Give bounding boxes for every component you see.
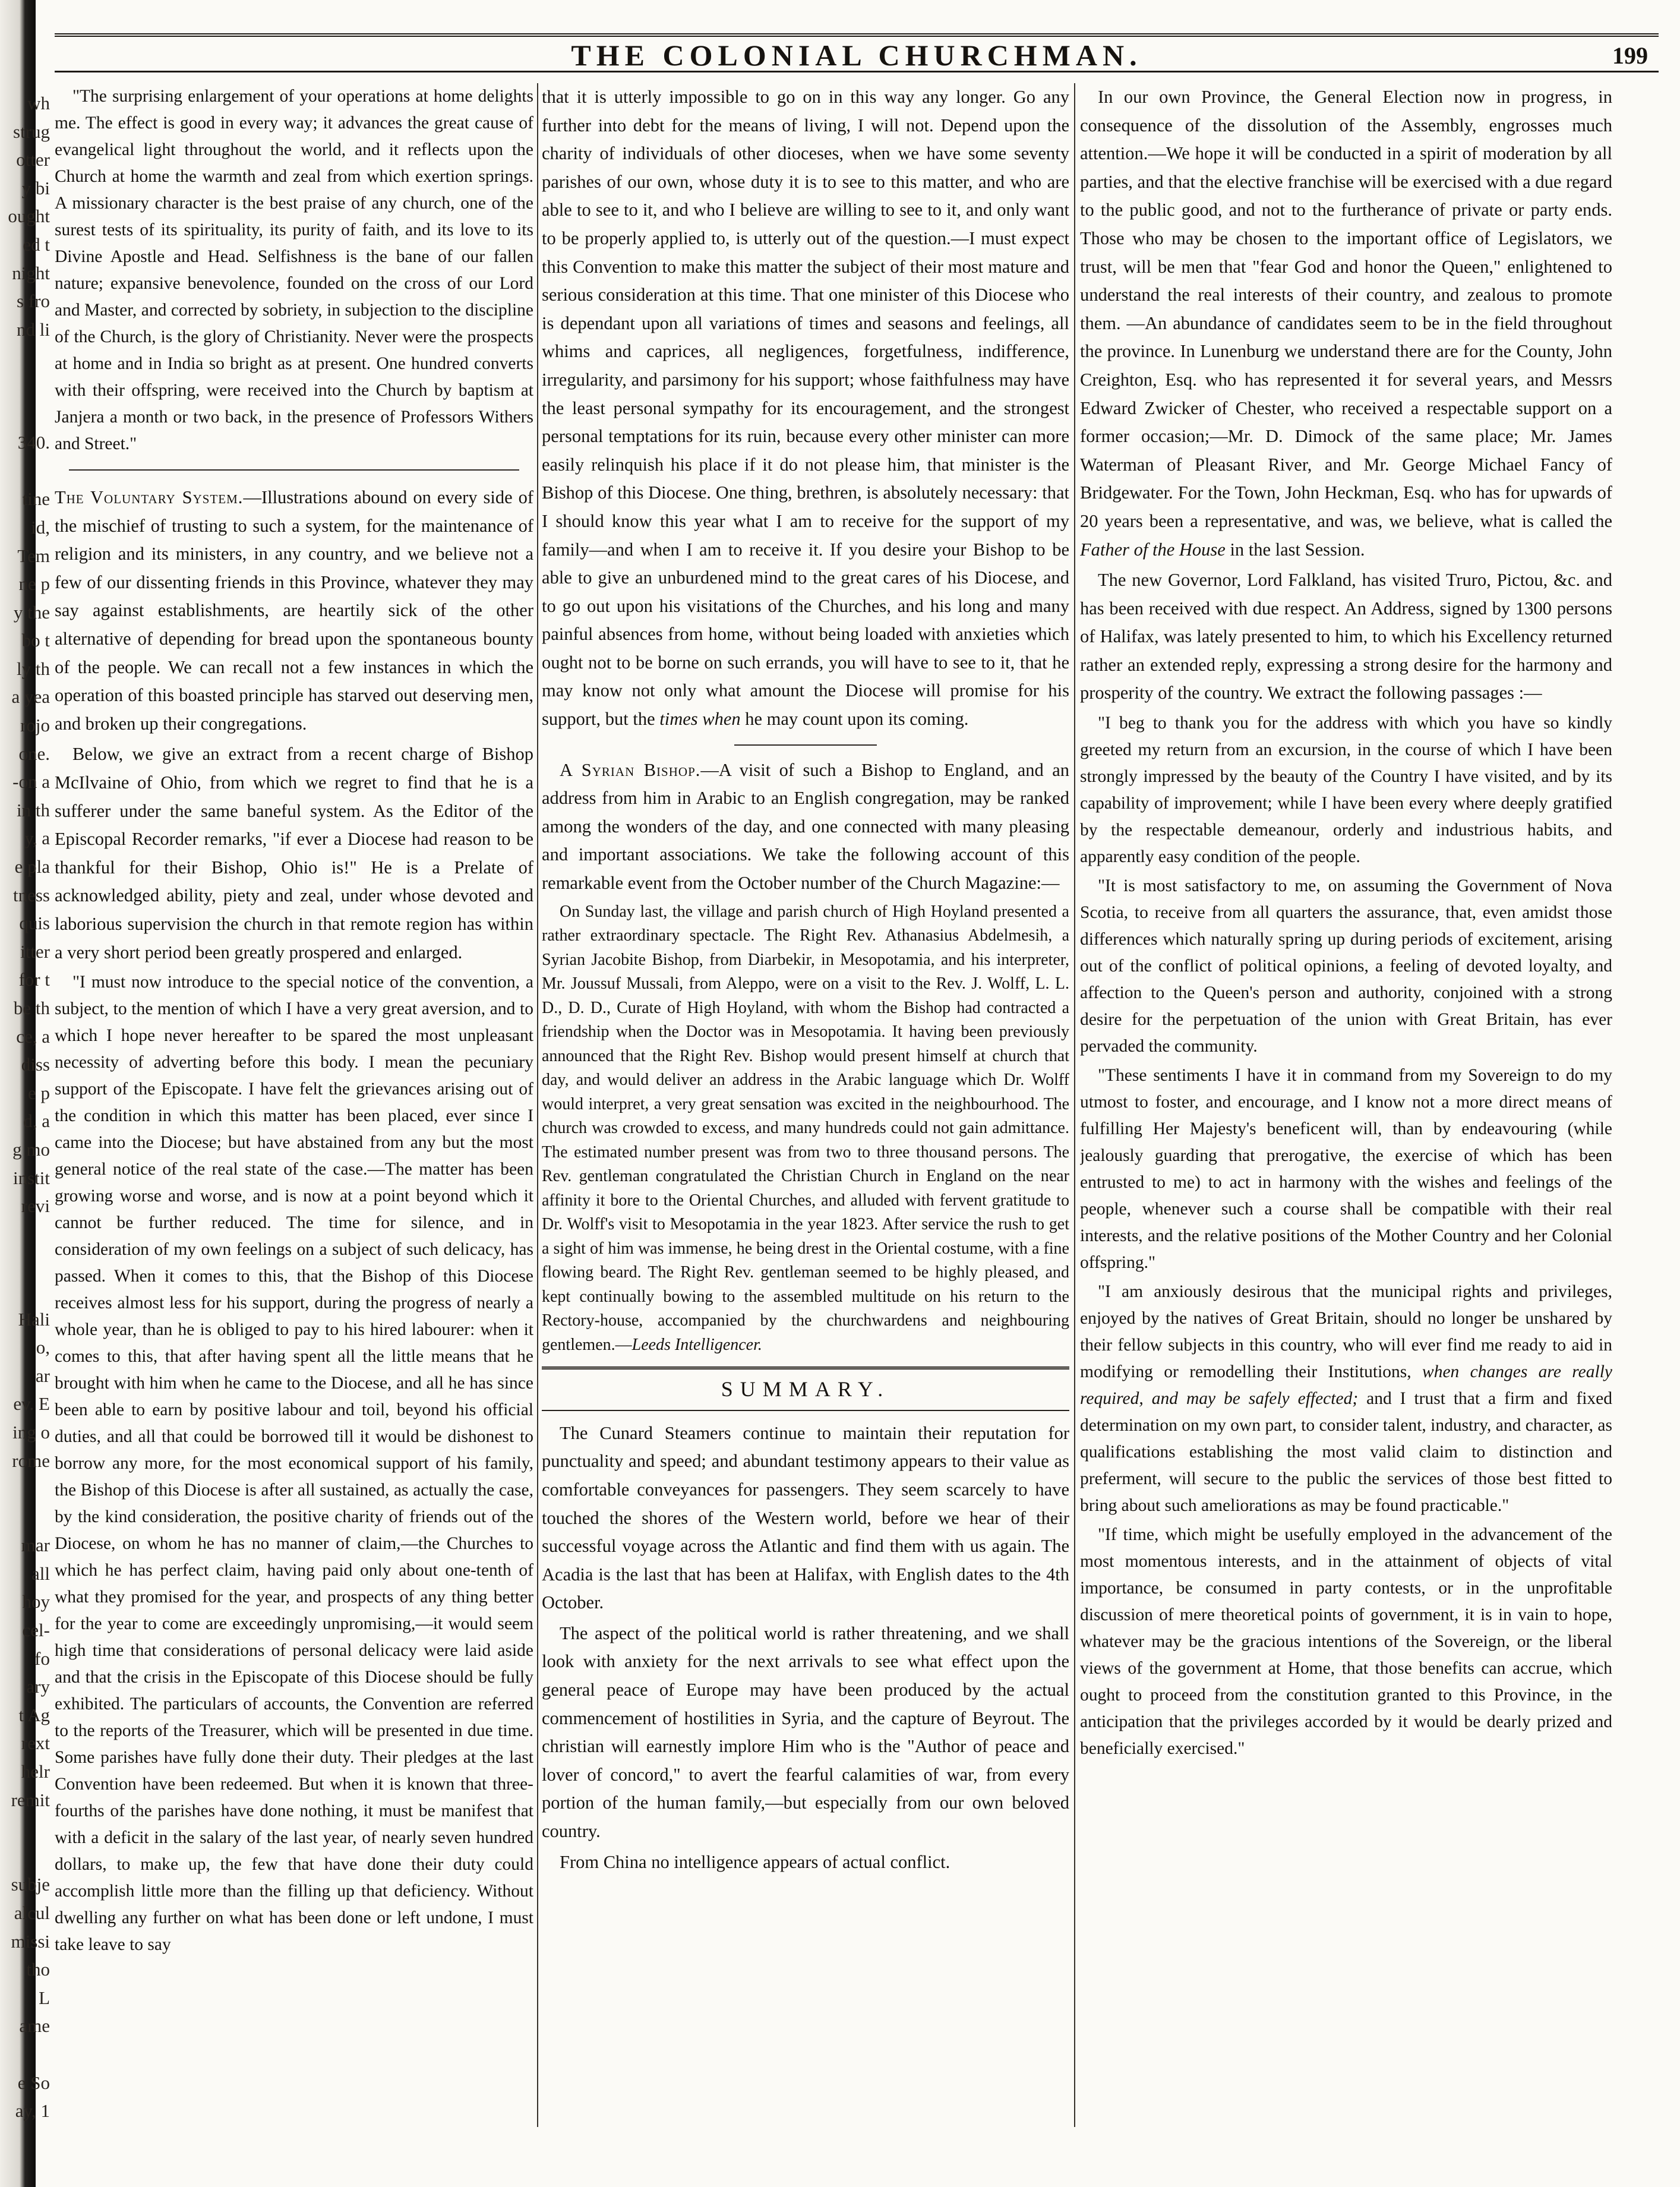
voluntary-system-article xyxy=(55,484,533,738)
summary-china: From China no intelligence appears of actual conflict. xyxy=(560,1851,950,1872)
emphasis: Father of the House xyxy=(1080,539,1226,560)
gutter-fragment: subje xyxy=(11,1874,50,1895)
column-left xyxy=(55,83,533,2133)
adjacent-page-gutter-text xyxy=(0,89,52,2157)
bishop-charge-quote: "I must now introduce to the special notice of the convention, a subject, to the mention of which I have a very great aversion, and to which I hope never hereafter to be spared the most unpleasant necessity of adverting before this body. I mean the pecuniary support of the Episcopate. I have felt the grievances arising out of the condition in which this matter has been placed, ever since I came into the Diocese; but have abstained from any but the most general notice of the real state of the case.—The matter has been growing worse and worse, and is now at a point beyond which it cannot be further reduced. The time for silence, and in consideration of my own feelings on a subject of such delicacy, has passed. When it comes to this, that the Bishop of this Diocese receives almost less for his support, during the progress of nearly a whole year, than he is obliged to pay to his hired labourer: when it comes to this, that after having spent all the little means that he brought with him when he came to the Diocese, and all he has since been able to earn by positive labour and toil, beyond his official duties, and all that could be borrowed till it would be dishonest to borrow any more, for the most economical support of his family, the Bishop of this Diocese is after all sustained, as actually the case, by the kind consideration, the positive charity of friends out of the Diocese, on whom he has no manner of claim,—the Churches to which he has perfect claim, having paid only about one-tenth of what they promised for the year, and prospects of any thing better for the year to come are exceedingly unpromising,—it would seem high time that considerations of personal delicacy were laid aside and that the crisis in the Episcopate of this Diocese should be fully exhibited. The particulars of accounts, the Convention are referred to the reports of the Treasurer, which will be presented in due time. Some parishes have fully done their duty. Their pledges at the last Convention have been redeemed. But when it is known that three-fourths of the parishes have done nothing, it must be manifest that with a deficit in the salary of the last year, of nearly seven hundred dollars, to make up, the few that have done their duty could accomplish little more than the filling up that deficiency. Without dwelling any further on what has been done or left undone, I must take leave to say xyxy=(55,973,533,1955)
gutter-fragment: d, a xyxy=(23,1110,50,1132)
gutter-fragment: wh xyxy=(27,93,50,113)
extract-intro: Below, we give an extract from a recent charge of Bishop McIlvaine of Ohio, from which we regret to find that he is a sufferer under the same baneful system. As the Editor of the Episcopal Recorder remarks, "if ever a Diocese had reason to be thankful for their Bishop, Ohio is!" He is a Prelate of acknowledged ability, piety and zeal, under whose devoted and laborious supervision the church in that remote region has within a very short period been greatly prospered and enlarged. xyxy=(55,744,533,962)
column-right xyxy=(1080,83,1612,2133)
gutter-fragment: id, xyxy=(31,516,50,538)
summary-steamers: The Cunard Steamers continue to maintain their reputation for punctuality and speed; and abundant testimony appears to their value as comfortable conveyances for passengers. They seem scarcely to have touched the shores of the Western world, before we hear of their successful voyage across the Atlantic and find them with us again. The Acadia is the last that has been at Halifax, with English dates to the 4th October. xyxy=(542,1422,1069,1613)
gutter-fragment: ing o xyxy=(12,1421,50,1443)
gutter-fragment xyxy=(0,1814,50,1842)
gutter-fragment: y bi xyxy=(21,177,50,198)
voluntary-system-body: —Illustrations abound on every side of the mischief of trusting to such a system, for the maintenance of religion and its ministers, in any country, and we believe not a few of our dissenting friends in this Province, whatever they may say against establishments, are heartily sick of the other alternative of depending for bread upon the spontaneous bounty of the people. We can recall not a few instances in which the operation of this boasted principle has starved out deserving men, and broken up their congregations. xyxy=(55,487,533,734)
gutter-fragment xyxy=(0,1842,50,1871)
gutter-fragment: be th xyxy=(13,998,50,1018)
gutter-fragment: ly th xyxy=(17,658,50,679)
gutter-fragment: ary xyxy=(26,1676,50,1697)
gutter-fragment: ay, 1 xyxy=(15,2100,50,2122)
gutter-fragment xyxy=(0,1475,50,1503)
gutter-fragment: tho xyxy=(26,1959,50,1980)
gutter-fragment: ne p xyxy=(18,573,50,595)
gutter-fragment: helr xyxy=(21,1761,50,1782)
masthead xyxy=(55,33,1659,72)
gutter-fragment: revi xyxy=(21,1195,50,1217)
mission-quote: "The surprising enlargement of your operations at home delights me. The effect is good in every way; it advances the great cause of evangelical light throughout the world, and it reflects upon the Church at home the warmth and zeal from which exertion springs. A missionary character is the best praise of any church, one of the surest tests of its spirituality, its purity of faith, and its love to its Divine Apostle and Head. Selfishness is the bane of our fallen nature; expansive benevolence, founded on the cross of our Lord and Master, and corrected by sobriety, in subjection to the discipline of the Church, is the glory of Christianity. Never were the prospects at home and in India so bright as at present. One hundred converts with their offspring, were received into the Church by baptism at Janjera a month or two back, in the presence of Professors Withers and Street." xyxy=(55,87,533,453)
governor-article: The new Governor, Lord Falkland, has visited Truro, Pictou, &c. and has been received with due respect. An Address, signed by 1300 persons of Halifax, was lately presented to him, to which his Excellency returned rather an extended reply, expressing a strong desire for the harmony and prosperity of the country. We extract the following passages :— xyxy=(1080,570,1612,703)
gutter-fragment: missi xyxy=(11,1930,50,1952)
column-rule xyxy=(537,83,538,2127)
voluntary-system-heading: The Voluntary System. xyxy=(55,487,244,507)
governor-reply-4: "I am anxiously desirous that the municipal rights and privileges, enjoyed by the natives of Great Britain, should no longer be unshared by their fellow subjects in this country, who will ever find me ready to aid in modifying or remodelling their Institutions, when changes are really required, and may be safely effected; and I trust that a firm and fixed determination on my own part, to consider talent, industry, and character, as qualifications establishing the most valid claim to distinction and preferment, will secure to the public the services of those best fitted to bring about such ameliorations as may be found practicable." xyxy=(1080,1282,1612,1516)
gutter-fragment: cel- xyxy=(22,1620,50,1641)
gutter-fragment: instit xyxy=(12,1167,50,1188)
emphasis: times when xyxy=(659,709,741,730)
gutter-fragment xyxy=(0,343,50,372)
gutter-fragment: night xyxy=(12,262,50,283)
gutter-fragment: rojo xyxy=(20,715,50,736)
gutter-fragment xyxy=(0,372,50,400)
column-rule xyxy=(1074,83,1075,2127)
article-separator xyxy=(734,744,877,746)
gutter-fragment: tness xyxy=(13,884,50,905)
gutter-fragment xyxy=(0,1220,50,1249)
gutter-fragment: Hali xyxy=(18,1308,50,1330)
gutter-fragment: hoy xyxy=(22,1591,50,1612)
gutter-fragment: one. xyxy=(18,743,50,764)
emphasis: when changes are really required, and may be safely effected; xyxy=(1080,1362,1612,1409)
gutter-fragment xyxy=(0,1277,50,1305)
source-citation: Leeds Intelligencer. xyxy=(631,1335,762,1354)
gutter-fragment xyxy=(0,457,50,485)
summary-heading: SUMMARY. xyxy=(542,1367,1069,1411)
gutter-fragment: o, xyxy=(36,1337,50,1358)
gutter-fragment xyxy=(0,2040,50,2069)
governor-reply-2: "It is most satisfactory to me, on assuming the Government of Nova Scotia, to receive from all quarters the assurance, that, even amidst those differences which naturally spring up during periods of excitement, arising out of the conflict of political opinions, a feeling of devoted loyalty, and affection to the Queen's person and authority, conjoined with a strong desire for the perpetuation of the union with Great Britain, has ever pervaded the community. xyxy=(1080,876,1612,1056)
governor-reply-1: "I beg to thank you for the address with which you have so kindly greeted my return from an excursion, in the course of which I have been strongly impressed by the beauty of the Country I have visited, and by its capability of improvement; while I have been every where deeply gratified by the respectable demeanour, orderly and industrious habits, and apparently easy condition of the people. xyxy=(1080,714,1612,867)
gutter-fragment: g mo xyxy=(12,1138,50,1160)
gutter-fragment: 340. xyxy=(17,432,50,453)
gutter-fragment: all xyxy=(31,1563,50,1584)
gutter-fragment: tine xyxy=(22,488,50,510)
gutter-fragment: L xyxy=(39,1987,50,2008)
gutter-fragment: -on a xyxy=(12,771,50,793)
gutter-fragment: otter xyxy=(16,149,50,171)
gutter-fragment: diss xyxy=(21,1054,50,1075)
gutter-fragment: fo xyxy=(34,1648,50,1669)
gutter-fragment: bo t xyxy=(21,630,50,651)
gutter-fragment: ed t xyxy=(23,233,50,255)
gutter-fragment: y, a xyxy=(24,828,50,849)
page-number: 199 xyxy=(1612,42,1648,69)
summary-politics: The aspect of the political world is rather threatening, and we shall look with anxiety for the next arrivals to see what effect upon the general peace of Europe may have been produced by the actual commencement of hostilities in Syria, and the capture of Beyrout. The christian will earnestly implore Him who is the "Author of peace and lover of concord," to avert the fearful calamities of war, from every portion of the human family,—but especially from our own beloved country. xyxy=(542,1623,1069,1842)
gutter-fragment: for t xyxy=(18,969,50,990)
gutter-fragment xyxy=(0,400,50,429)
gutter-fragment: ought xyxy=(8,206,50,227)
gutter-fragment: y the xyxy=(13,601,50,623)
syrian-bishop-heading: A Syrian Bishop. xyxy=(560,759,701,780)
gutter-fragment: strug xyxy=(13,121,50,142)
charge-continuation: that it is utterly impossible to go on in this way any longer. Go any further into debt for the means of living, I will not. Depend upon the charity of individuals of other dioceses, when we have some seventy parishes of our own, whose duty it is to see to this matter, and who are able to see to it, and who I believe are willing to see to it, and only want to be properly applied to, is utterly out of the question.—I must expect this Convention to make this matter the subject of their most mature and serious consideration at this time. That one minister of this Diocese who is dependant upon all variations of times and seasons and feelings, all whims and caprices, all negligences, forgetfulness, indifference, irregularity, and parsimony for his support; whose faithfulness may have the least personal sympathy for its encouragement, and the strongest personal temptations for its ruin, because every other minister can more easily relinquish his place if it do not please him, that minister is the Bishop of this Diocese. One thing, brethren, is absolutely necessary: that I should know this year what I am to receive for the support of my family—and when I am to receive it. If you desire your Bishop to be able to give an unburdened mind to the great cares of his Diocese, and to go out upon his visitations of the Churches, and his long and many painful absences from home, without being loaded with anxieties which ought not to be borne on such errands, you will have to see to it, that he may know not only what amount the Diocese will promise for his support, but the times when he may count upon its coming. xyxy=(542,87,1069,730)
gutter-fragment: itter xyxy=(20,941,50,962)
gutter-fragment: e p xyxy=(27,1082,50,1103)
gutter-fragment: ce, a xyxy=(16,1025,50,1047)
governor-reply-3: "These sentiments I have it in command from my Sovereign to do my utmost to foster, and encourage, and I know not a more direct means of fulfilling Her Majesty's beneficent will, than by endeavouring (while jealously guarding that prerogative, the exercise of which has been entrusted to me) to act in harmony with the wishes and feelings of the people, whenever such a course shall be compatible with their real interests, and the relative positions of the Mother Country and her Colonial offspring." xyxy=(1080,1066,1612,1273)
gutter-fragment: remit xyxy=(11,1789,50,1810)
gutter-fragment: ev. E xyxy=(13,1393,50,1415)
syrian-bishop-article xyxy=(542,756,1069,898)
gutter-fragment xyxy=(0,1503,50,1532)
gutter-fragment: alcul xyxy=(14,1902,50,1923)
gutter-fragment xyxy=(0,1248,50,1277)
newspaper-title: THE COLONIAL CHURCHMAN. xyxy=(571,39,1142,72)
gutter-fragment: rext xyxy=(21,1732,50,1754)
gutter-fragment: e pla xyxy=(14,856,50,878)
article-separator xyxy=(69,469,519,471)
gutter-fragment: quis xyxy=(19,913,50,934)
gutter-fragment: s fro xyxy=(17,291,50,312)
governor-reply-5: "If time, which might be usefully employed in the advancement of the most momentous interests, and in the attainment of objects of vital importance, be consumed in party contests, or in the unprofitable discussion of mere theoretical points of government, it is in vain to hope, whatever may be the gracious intentions of the Sovereign, or the liberal views of the government at Home, that those benefits can accrue, which ought to proceed from the constitution granted to this Province, in the anticipation that the privileges accorded by it would be dearly prized and beneficially exercised." xyxy=(1080,1525,1612,1759)
gutter-fragment: Tem xyxy=(17,545,50,566)
gutter-fragment: ar xyxy=(35,1365,50,1386)
syrian-bishop-intro: —A visit of such a Bishop to England, and an address from him in Arabic to an English congregation, may be ranked among the wonders of the day, and one connected with many pleasing and important associations. We take the following account of this remarkable event from the October number of the Church Magazine:— xyxy=(542,759,1069,894)
gutter-fragment: rome xyxy=(12,1450,50,1471)
gutter-fragment: t Ag xyxy=(18,1704,50,1725)
gutter-fragment: in th xyxy=(17,799,50,820)
syrian-bishop-account: On Sunday last, the village and parish church of High Hoyland presented a rather extraordinary spectacle. The Right Rev. Athanasius Abdelmesih, a Syrian Jacobite Bishop, from Diarbekir, in Mesopotamia, and his interpreter, Mr. Joussuf Mussali, from Aleppo, were on a visit to the Rev. J. Wolff, L. L. D., D. D., Curate of High Hoyland, with whom the Bishop had contracted a friendship when the Doctor was in Mesopotamia. It having been previously announced that the Right Rev. Bishop would present himself at church that day, and would deliver an address in the Arabic language which Dr. Wolff would interpret, a very great sensation was excited in the neighbourhood. The church was crowded to excess, and many hundreds could not gain admittance. The estimated number present was from two to three thousand persons. The Rev. gentleman congratulated the Christian Church in England on the near affinity it bore to the Oriental Churches, and alluded with fervent gratitude to Dr. Wolff's visit to Mesopotamia in the year 1823. After service the rush to get a sight of him was immense, he being drest in the Oriental costume, with a fine flowing beard. The Right Rev. gentleman seemed to be highly pleased, and kept continually bowing to the assembled multitude on his return to the Rectory-house, accompanied by the churchwardens and neighbouring gentlemen.—Leeds Intelligencer. xyxy=(542,902,1069,1354)
gutter-fragment: nd li xyxy=(17,318,50,340)
gutter-fragment: mar xyxy=(21,1535,50,1556)
election-article: In our own Province, the General Election now in progress, in consequence of the dissolution of the Assembly, engrosses much attention.—We hope it will be conducted in a spirit of moderation by all parties, and that the elective franchise will be exercised with a due regard to the public good, and not to the furtherance of private or party ends. Those who may be chosen to the important office of Legislators, we trust, will be men that "fear God and honor the Queen," enlightened to understand the real interests of their country, and zealous to promote them. —An abundance of candidates seem to be in the field throughout the province. In Lunenburg we understand there are for the County, John Creighton, Esq. who has represented it for several years, and Messrs Edward Zwicker of Chester, who received a respectable support on a former occasion;—Mr. D. Dimock of the same place; Mr. James Waterman of Pleasant River, and Mr. George Michael Fancy of Bridgewater. For the Town, John Heckman, Esq. who has for upwards of 20 years been a representative, and was, we believe, what is called the Father of the House in the last Session. xyxy=(1080,87,1612,560)
column-middle xyxy=(542,83,1069,2133)
gutter-fragment: a yea xyxy=(11,686,50,708)
gutter-fragment: ame xyxy=(19,2015,50,2037)
gutter-fragment: e So xyxy=(17,2072,50,2093)
